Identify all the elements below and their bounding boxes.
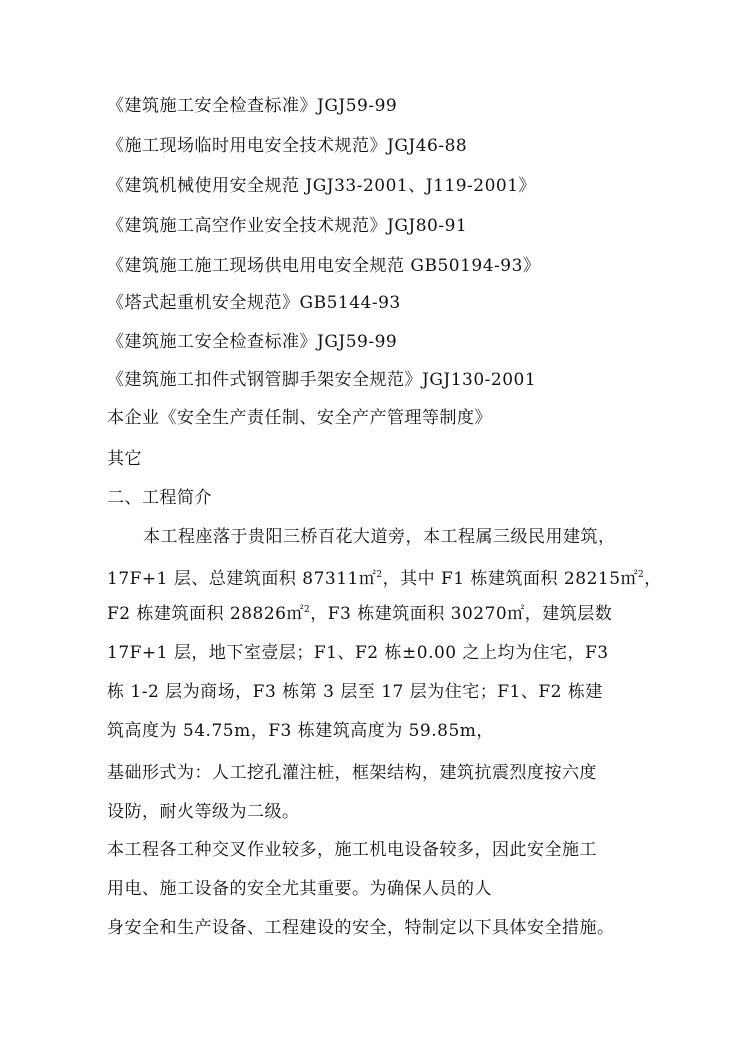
reference-item: 《建筑施工高空作业安全技术规范》JGJ80-91 <box>107 216 468 236</box>
foundation-line-2: 设防，耐火等级为二级。 <box>107 802 300 822</box>
reference-item: 《施工现场临时用电安全技术规范》JGJ46-88 <box>107 136 468 156</box>
section-title: 二、工程简介 <box>107 488 212 508</box>
overview-text: ，其中 F1 栋建筑面积 28215㎡ <box>382 569 639 589</box>
foundation-line-1: 基础形式为：人工挖孔灌注桩，框架结构，建筑抗震烈度按六度 <box>107 763 597 783</box>
overview-text: ，F3 栋建筑面积 30270㎡，建筑层数 <box>310 604 613 624</box>
safety-line-3: 身安全和生产设备、工程建设的安全，特制定以下具体安全措施。 <box>107 918 615 938</box>
overview-line-1: 本工程座落于贵阳三桥百花大道旁，本工程属三级民用建筑， <box>143 527 616 547</box>
overview-line-3 <box>107 603 612 625</box>
other-line: 其它 <box>107 449 142 469</box>
reference-item: 《建筑施工施工现场供电用电安全规范 GB50194-93》 <box>107 256 541 276</box>
overview-text: 17F+1 层、总建筑面积 87311㎡ <box>107 569 377 589</box>
reference-item: 《塔式起重机安全规范》GB5144-93 <box>107 293 401 313</box>
overview-text: F2 栋建筑面积 28826㎡ <box>107 604 304 624</box>
enterprise-system-line: 本企业《安全生产责任制、安全产产管理等制度》 <box>107 408 492 428</box>
overview-line-5: 栋 1-2 层为商场，F3 栋第 3 层至 17 层为住宅；F1、F2 栋建 <box>107 682 603 702</box>
reference-item: 《建筑机械使用安全规范 JGJ33-2001、J119-2001》 <box>107 176 537 196</box>
overview-text: ， <box>644 569 662 589</box>
reference-item: 《建筑施工安全检查标准》JGJ59-99 <box>107 96 398 116</box>
overview-line-2 <box>107 568 662 590</box>
reference-item: 《建筑施工扣件式钢管脚手架安全规范》JGJ130-2001 <box>107 370 537 390</box>
safety-line-2: 用电、施工设备的安全尤其重要。为确保人员的人 <box>107 879 492 899</box>
superscript: 2 <box>638 570 645 580</box>
overview-line-4: 17F+1 层，地下室壹层；F1、F2 栋±0.00 之上均为住宅，F3 <box>107 643 609 663</box>
reference-item: 《建筑施工安全检查标准》JGJ59-99 <box>107 332 398 352</box>
safety-line-1: 本工程各工种交叉作业较多，施工机电设备较多，因此安全施工 <box>107 840 597 860</box>
superscript: 2 <box>304 605 311 615</box>
superscript: 2 <box>376 570 383 580</box>
overview-line-6: 筑高度为 54.75m，F3 栋建筑高度为 59.85m， <box>107 721 494 741</box>
